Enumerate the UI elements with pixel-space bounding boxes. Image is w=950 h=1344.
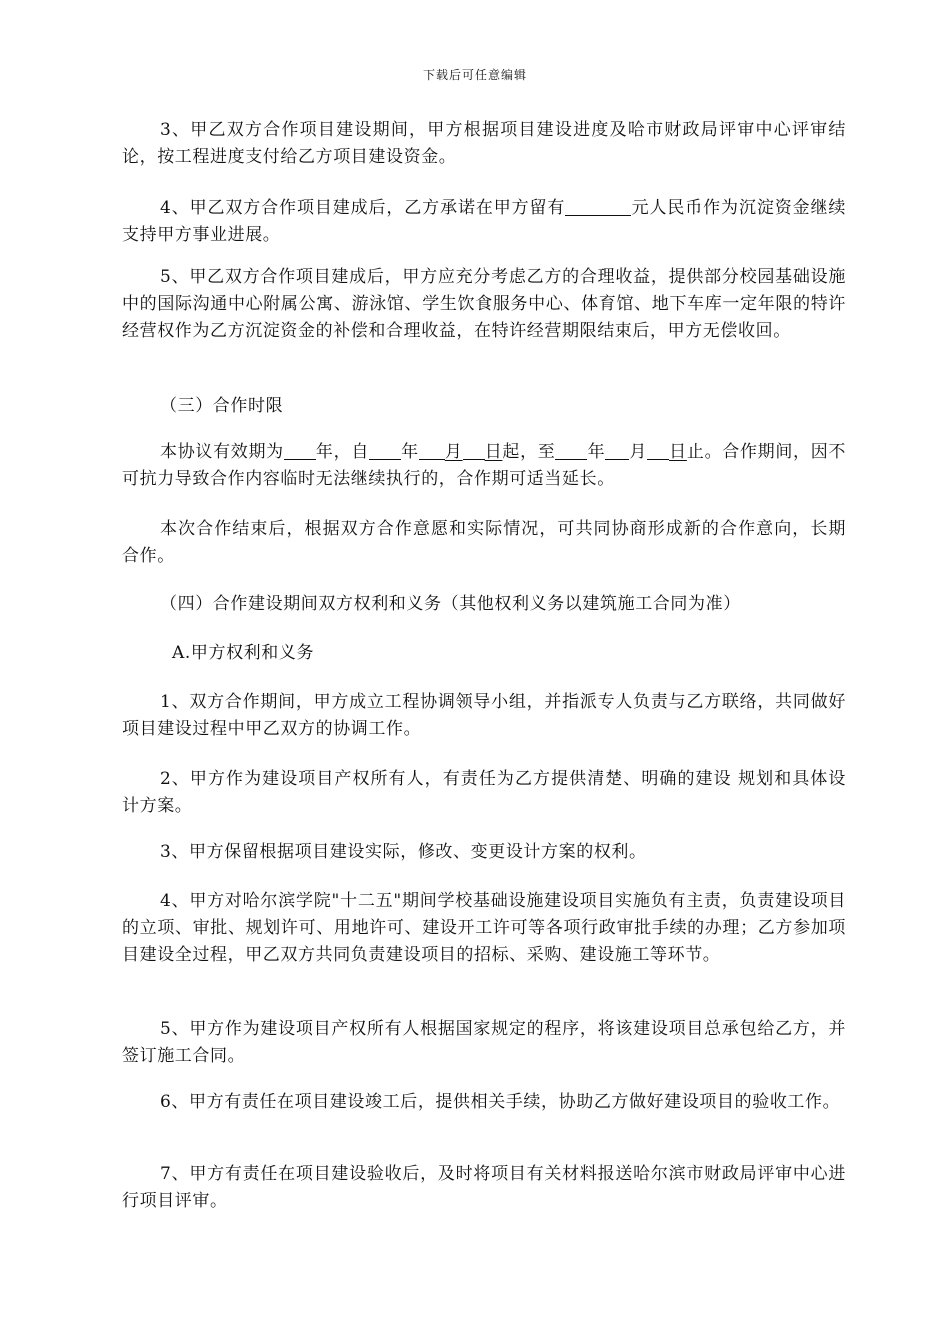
party-a-item-4: 4、甲方对哈尔滨学院"十二五"期间学校基础设施建设项目实施负有主责，负责建设项目的立项、审批、规划许可、用地许可、建设开工许可等各项行政审批手续的办理；乙方参加项目建设全过程，甲乙双方共同负责建设项目的招标、采购、建设施工等环节。 <box>122 891 846 965</box>
party-a-item-6: 6、甲方有责任在项目建设竣工后，提供相关手续，协助乙方做好建设项目的验收工作。 <box>160 1092 841 1112</box>
paragraph-4 <box>122 195 846 249</box>
page-header: 下载后可任意编辑 <box>422 68 527 82</box>
amount-blank <box>565 197 631 216</box>
term-text-end-day: 日 <box>669 442 687 462</box>
end-year-blank <box>555 441 587 460</box>
start-month-blank <box>419 441 445 460</box>
term-text-5: 年 <box>587 442 606 462</box>
term-text-1: 本协议有效期为 <box>160 442 284 462</box>
term-text-7: 止。合作期间，因不可抗力导致合作内容临时无法继续执行的，合作期可适当延长。 <box>122 442 847 489</box>
party-a-item-1: 1、双方合作期间，甲方成立工程协调领导小组，并指派专人负责与乙方联络，共同做好项目建设过程中甲乙双方的协调工作。 <box>122 692 846 739</box>
section-3-title: （三）合作时限 <box>160 396 284 416</box>
term-text-3: 年 <box>401 442 419 462</box>
end-month-blank <box>605 441 629 460</box>
end-day-blank <box>647 441 669 460</box>
paragraph-4-text-before: 4、甲乙双方合作项目建成后，乙方承诺在甲方留有 <box>160 198 566 218</box>
party-a-item-2: 2、甲方作为建设项目产权所有人，有责任为乙方提供清楚、明确的建设 规划和具体设计方案。 <box>122 769 846 816</box>
start-day-blank <box>463 441 485 460</box>
paragraph-4-text-after: 元人民币作为沉淀资金继续支持甲方事业进展。 <box>122 198 846 245</box>
term-text-2: 年，自 <box>315 442 370 462</box>
paragraph-5: 5、甲乙双方合作项目建成后，甲方应充分考虑乙方的合理收益，提供部分校园基础设施中的国际沟通中心附属公寓、游泳馆、学生饮食服务中心、体育馆、地下车库一定年限的特许经营权作为乙方沉淀资金的补偿和合理收益，在特许经营期限结束后，甲方无偿收回。 <box>122 267 846 341</box>
party-a-item-3: 3、甲方保留根据项目建设实际，修改、变更设计方案的权利。 <box>160 842 647 862</box>
term-text-day: 日 <box>484 442 503 462</box>
section-4-title: （四）合作建设期间双方权利和义务（其他权利义务以建筑施工合同为准） <box>160 594 741 614</box>
subsection-a-title: A.甲方权利和义务 <box>172 643 315 663</box>
term-paragraph <box>122 439 846 493</box>
party-a-item-7: 7、甲方有责任在项目建设验收后，及时将项目有关材料报送哈尔滨市财政局评审中心进行项目评审。 <box>122 1164 846 1211</box>
paragraph-3: 3、甲乙双方合作项目建设期间，甲方根据项目建设进度及哈市财政局评审中心评审结论，按工程进度支付给乙方项目建设资金。 <box>122 120 846 167</box>
years-blank <box>284 441 316 460</box>
after-term-paragraph: 本次合作结束后，根据双方合作意愿和实际情况，可共同协商形成新的合作意向，长期合作。 <box>122 519 846 566</box>
party-a-item-5: 5、甲方作为建设项目产权所有人根据国家规定的程序，将该建设项目总承包给乙方，并签订施工合同。 <box>122 1019 846 1066</box>
term-text-6: 月 <box>629 442 648 462</box>
term-text-4: 起，至 <box>502 442 556 462</box>
start-year-blank <box>369 441 401 460</box>
term-text-month: 月 <box>444 442 463 462</box>
